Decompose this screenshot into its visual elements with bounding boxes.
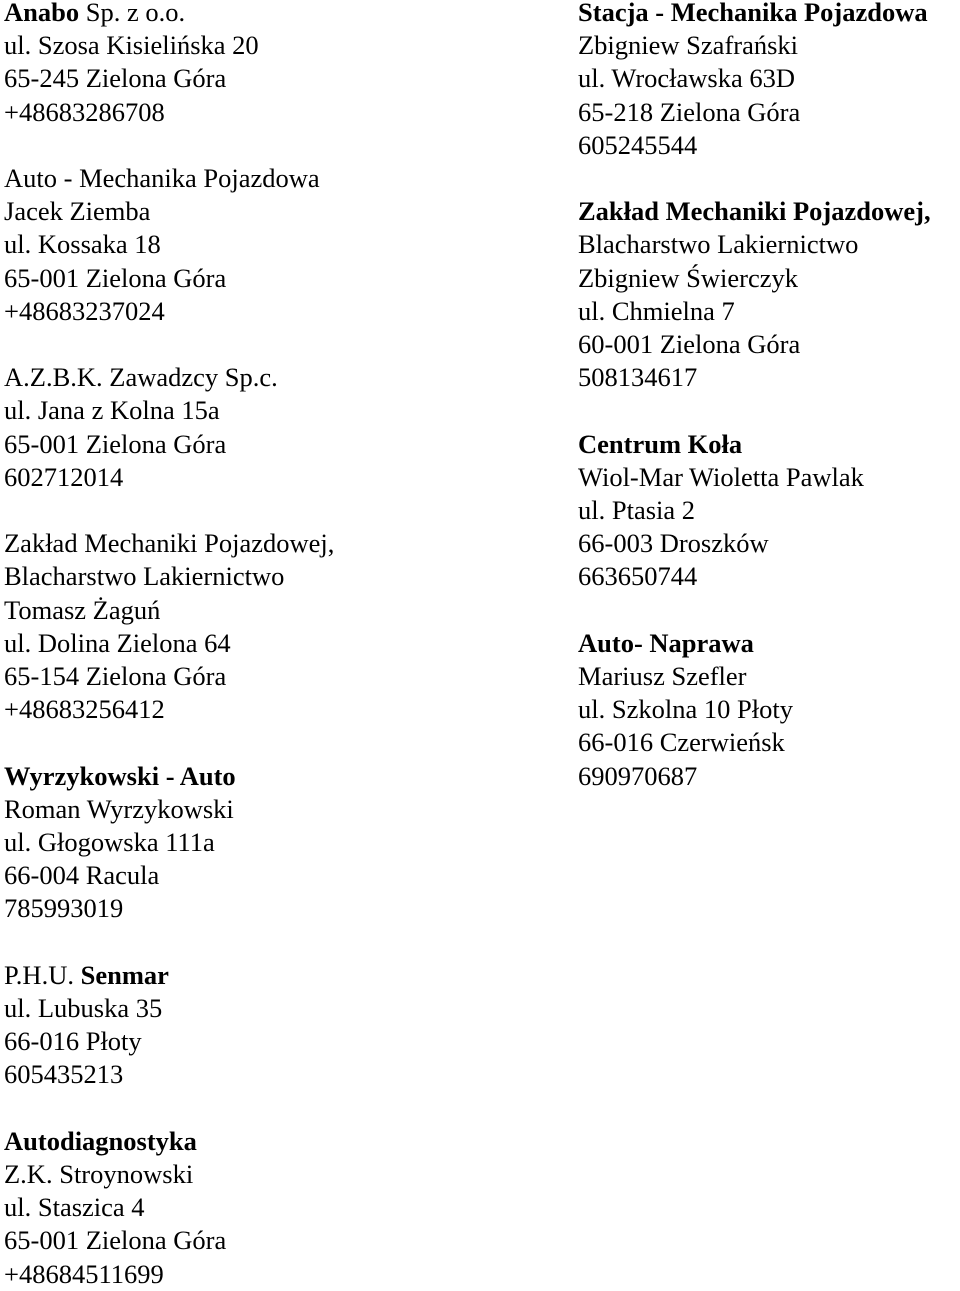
company-name: A.Z.B.K. Zawadzcy Sp.c.	[4, 362, 278, 393]
street-address: ul. Lubuska 35	[4, 993, 163, 1024]
street-address: ul. Kossaka 18	[4, 229, 161, 260]
owner-name: Z.K. Stroynowski	[4, 1159, 194, 1190]
postal-city: 65-001 Zielona Góra	[4, 1225, 227, 1256]
company-name: Auto - Mechanika Pojazdowa	[4, 163, 320, 193]
address-entry-zaklad-swierczyk	[578, 195, 960, 394]
phone-number: +48684511699	[4, 1258, 164, 1289]
street-address: ul. Szkolna 10 Płoty	[578, 694, 793, 725]
phone-number: 690970687	[578, 760, 698, 791]
owner-name: Jacek Ziemba	[4, 196, 151, 227]
address-entry-auto-naprawa	[578, 627, 960, 793]
right-address-column	[578, 0, 960, 793]
company-name-bold: Senmar	[80, 959, 169, 990]
owner-name: Tomasz Żaguń	[4, 594, 161, 625]
postal-city: 66-004 Racula	[4, 860, 160, 891]
phone-number: 663650744	[578, 561, 698, 592]
company-name: Auto- Naprawa	[578, 627, 754, 658]
street-address: ul. Szosa Kisielińska 20	[4, 30, 259, 61]
street-address: ul. Staszica 4	[4, 1192, 145, 1223]
postal-city: 66-003 Droszków	[578, 528, 769, 559]
street-address: ul. Wrocławska 63D	[578, 63, 796, 94]
address-entry-anabo	[4, 0, 564, 129]
phone-number: 508134617	[578, 362, 698, 393]
company-services: Blacharstwo Lakiernictwo	[4, 561, 285, 592]
postal-city: 65-245 Zielona Góra	[4, 63, 227, 94]
company-name-prefix: P.H.U.	[4, 959, 81, 990]
owner-name: Zbigniew Szafrański	[578, 30, 799, 61]
address-entry-autodiagnostyka	[4, 1125, 564, 1291]
postal-city: 65-154 Zielona Góra	[4, 661, 227, 692]
address-entry-senmar	[4, 959, 564, 1092]
street-address: ul. Dolina Zielona 64	[4, 627, 231, 658]
street-address: ul. Chmielna 7	[578, 295, 735, 326]
address-entry-auto-mechanika	[4, 162, 564, 328]
company-name: Stacja - Mechanika Pojazdowa	[578, 0, 928, 27]
phone-number: +48683286708	[4, 96, 165, 127]
phone-number: 605245544	[578, 129, 698, 160]
company-name: Zakład Mechaniki Pojazdowej,	[4, 528, 335, 559]
phone-number: +48683237024	[4, 295, 165, 326]
phone-number: 785993019	[4, 893, 124, 924]
company-name	[4, 959, 564, 992]
company-services: Blacharstwo Lakiernictwo	[578, 229, 859, 260]
postal-city: 65-001 Zielona Góra	[4, 428, 227, 459]
postal-city: 65-218 Zielona Góra	[578, 96, 801, 127]
owner-name: Roman Wyrzykowski	[4, 793, 234, 824]
company-name-rest: Sp. z o.o.	[79, 0, 186, 27]
postal-city: 66-016 Czerwieńsk	[578, 727, 785, 758]
postal-city: 66-016 Płoty	[4, 1026, 142, 1057]
company-name: Autodiagnostyka	[4, 1125, 197, 1156]
address-entry-stacja-mechanika	[578, 0, 960, 162]
company-name: Wyrzykowski - Auto	[4, 760, 236, 791]
owner-name: Zbigniew Świerczyk	[578, 262, 799, 293]
address-entry-azbk-zawadzcy	[4, 361, 564, 494]
phone-number: +48683256412	[4, 694, 165, 725]
street-address: ul. Ptasia 2	[578, 495, 696, 526]
address-entry-wyrzykowski	[4, 760, 564, 926]
owner-name: Mariusz Szefler	[578, 661, 747, 692]
street-address: ul. Jana z Kolna 15a	[4, 395, 220, 426]
address-entry-zaklad-zagun	[4, 527, 564, 726]
company-name	[4, 0, 564, 29]
street-address: ul. Głogowska 111a	[4, 827, 215, 858]
owner-name: Wiol-Mar Wioletta Pawlak	[578, 461, 864, 492]
company-name-bold: Anabo	[4, 0, 80, 27]
company-name: Zakład Mechaniki Pojazdowej,	[578, 196, 931, 227]
left-address-column	[4, 0, 564, 1291]
address-entry-centrum-kola	[578, 428, 960, 594]
company-name: Centrum Koła	[578, 428, 743, 459]
phone-number: 605435213	[4, 1059, 124, 1090]
postal-city: 65-001 Zielona Góra	[4, 262, 227, 293]
postal-city: 60-001 Zielona Góra	[578, 329, 801, 360]
phone-number: 602712014	[4, 461, 124, 492]
